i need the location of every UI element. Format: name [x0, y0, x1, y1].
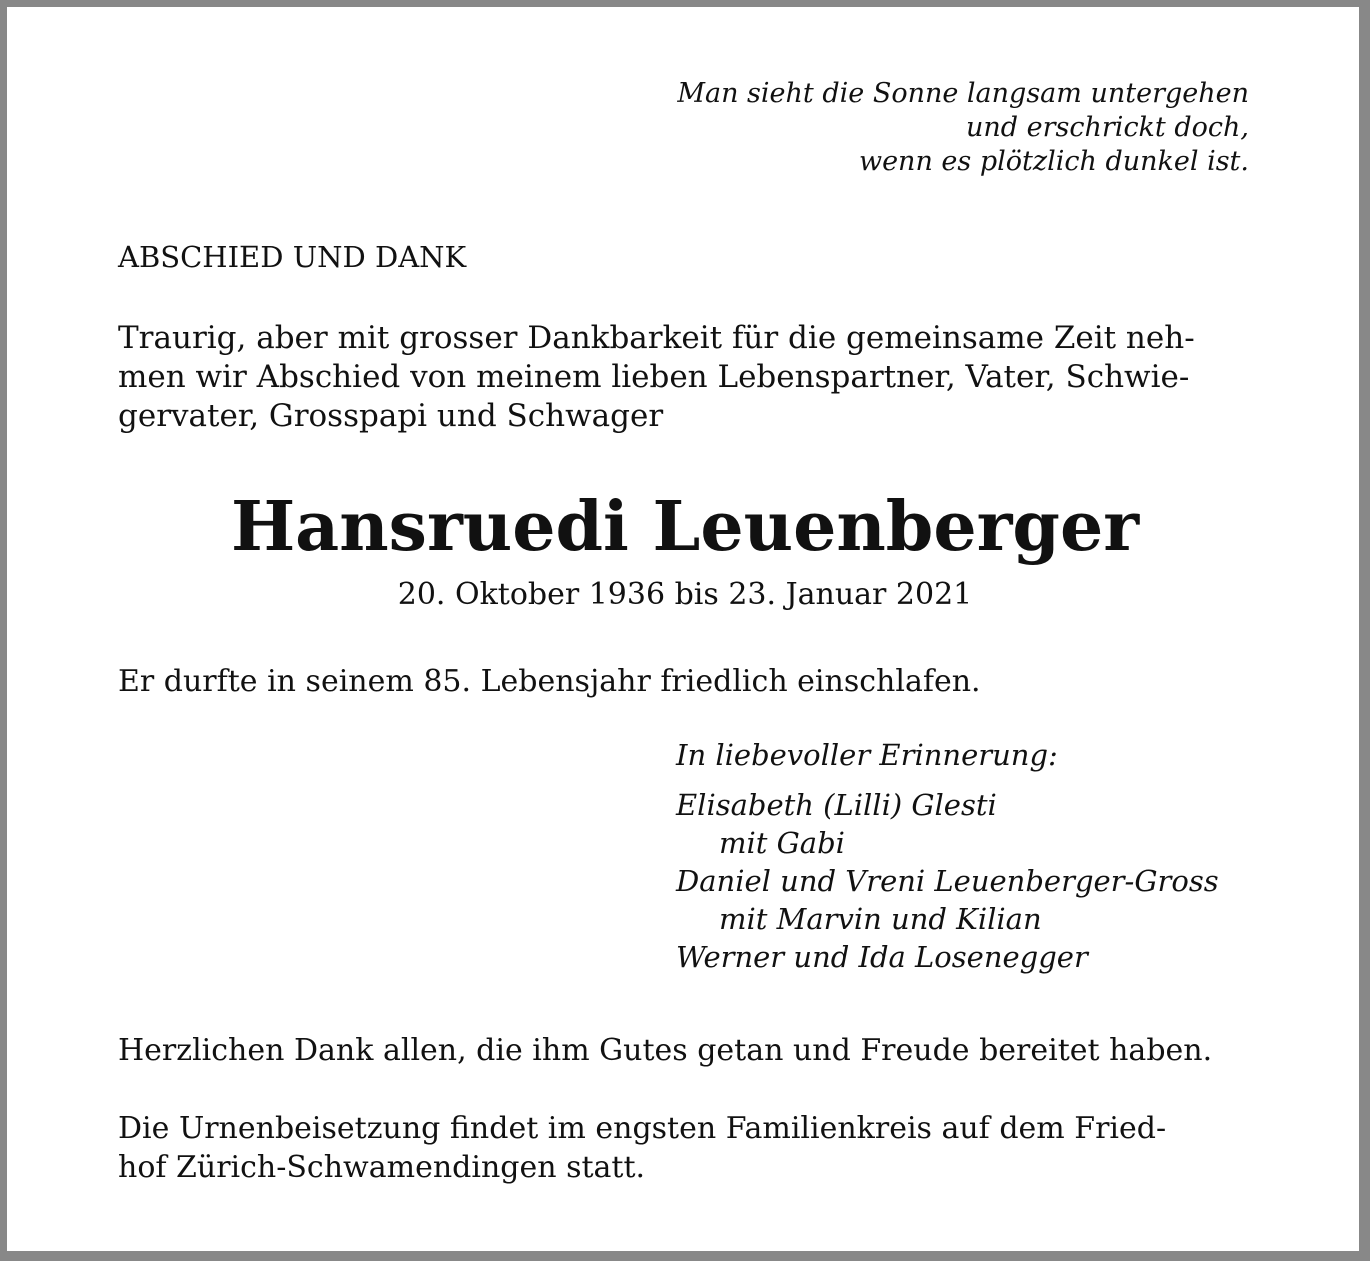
- motto-quote: [677, 77, 1249, 179]
- obituary-page: [7, 7, 1359, 1251]
- burial-line: Die Urnenbeisetzung findet im engsten Familienkreis auf dem Fried-: [118, 1111, 1167, 1146]
- thanks-note: Herzlichen Dank allen, die ihm Gutes getan und Freude bereitet haben.: [118, 1033, 1213, 1068]
- age-note: Er durfte in seinem 85. Lebensjahr friedlich einschlafen.: [118, 664, 981, 699]
- life-dates: 20. Oktober 1936 bis 23. Januar 2021: [397, 577, 973, 612]
- memory-label: In liebevoller Erinnerung:: [676, 738, 1058, 772]
- intro-line: Traurig, aber mit grosser Dankbarkeit für die gemeinsame Zeit neh-: [118, 320, 1195, 356]
- motto-line: Man sieht die Sonne langsam untergehen: [677, 78, 1249, 109]
- burial-note: [118, 1109, 1166, 1187]
- mourner-name: mit Gabi: [719, 826, 845, 860]
- mourners-list: [676, 786, 1219, 976]
- burial-line: hof Zürich-Schwamendingen statt.: [118, 1150, 646, 1185]
- motto-line: wenn es plötzlich dunkel ist.: [858, 146, 1249, 177]
- motto-line: und erschrickt doch,: [966, 112, 1249, 143]
- deceased-name: Hansruedi Leuenberger: [230, 487, 1140, 567]
- mourner-name: Elisabeth (Lilli) Glesti: [676, 788, 997, 822]
- intro-paragraph: [118, 319, 1195, 436]
- mourner-name: Werner und Ida Losenegger: [676, 940, 1088, 974]
- mourner-name: mit Marvin und Kilian: [719, 902, 1042, 936]
- mourner-name: Daniel und Vreni Leuenberger-Gross: [676, 864, 1219, 898]
- section-heading: ABSCHIED UND DANK: [118, 240, 467, 274]
- intro-line: gervater, Grosspapi und Schwager: [118, 398, 664, 434]
- intro-line: men wir Abschied von meinem lieben Lebenspartner, Vater, Schwie-: [118, 359, 1190, 395]
